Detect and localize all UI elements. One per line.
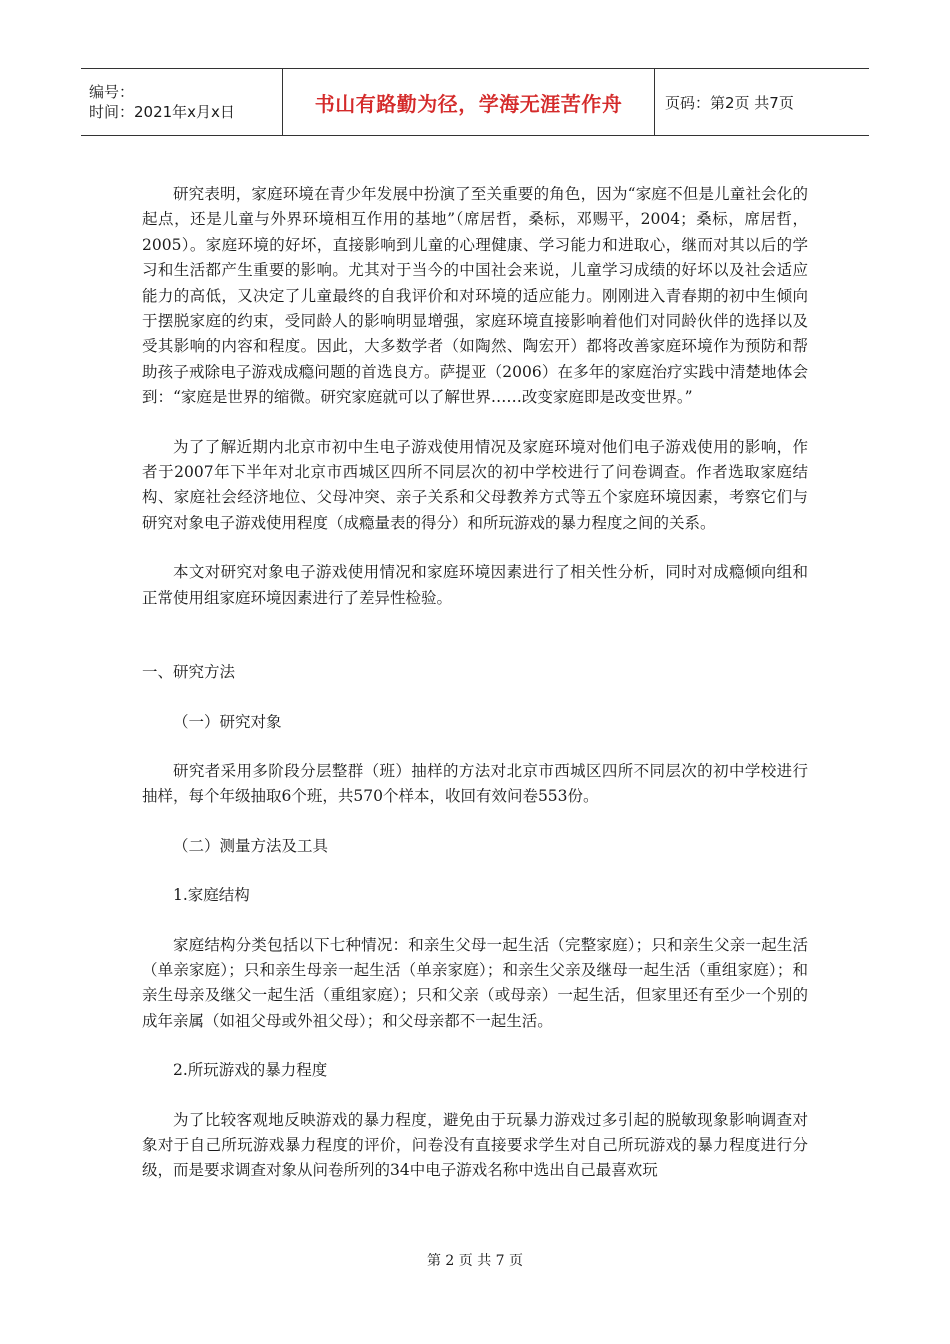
paragraph-analysis-overview: 本文对研究对象电子游戏使用情况和家庭环境因素进行了相关性分析，同时对成瘾倾向组和正常使用组家庭环境因素进行了差异性检验。 (142, 563, 808, 607)
heading-research-method: 一、研究方法 (142, 663, 236, 682)
footer-page-number: 第 2 页 共 7 页 (426, 1253, 524, 1269)
subheading-measurement-tools: （二）测量方法及工具 (173, 836, 329, 855)
document-number-label: 编号： (89, 83, 135, 101)
header-motto-cell (283, 69, 655, 135)
page-info-text: 页码：第2页 共7页 (665, 93, 794, 112)
header-page-info (655, 69, 869, 135)
subheading-family-structure: 1.家庭结构 (173, 886, 250, 905)
page-footer (0, 1250, 950, 1270)
paragraph-family-environment-importance: 研究表明，家庭环境在青少年发展中扮演了至关重要的角色，因为“家庭不但是儿童社会化的起点，还是儿童与外界环境相互作用的基地”（席居哲，桑标，邓赐平，2004；桑标，席居哲，2005）。家庭环境的好坏，直接影响到儿童的心理健康、学习能力和进取心，继而对其以后的学习和生活都产生重要的影响。尤其对于当今的中国社会来说，儿童学习成绩的好坏以及社会适应能力的高低，又决定了儿童最终的自我评价和对环境的适应能力。刚刚进入青春期的初中生倾向于摆脱家庭的约束，受同龄人的影响明显增强，家庭环境直接影响着他们对同龄伙伴的选择以及受其影响的内容和程度。因此，大多数学者（如陶然、陶宏开）都将改善家庭环境作为预防和帮助孩子戒除电子游戏成瘾问题的首选良方。萨提亚（2006）在多年的家庭治疗实践中清楚地体会到：“家庭是世界的缩微。研究家庭就可以了解世界……改变家庭即是改变世界。” (142, 185, 808, 407)
subheading-research-subjects: （一）研究对象 (173, 712, 282, 731)
document-date: 时间：2021年x月x日 (89, 103, 235, 121)
paragraph-survey-purpose: 为了了解近期内北京市初中生电子游戏使用情况及家庭环境对他们电子游戏使用的影响，作者于2007年下半年对北京市西城区四所不同层次的初中学校进行了问卷调查。作者选取家庭结构、家庭社会经济地位、父母冲突、亲子关系和父母教养方式等五个家庭环境因素，考察它们与研究对象电子游戏使用程度（成瘾量表的得分）和所玩游戏的暴力程度之间的关系。 (142, 437, 808, 532)
subheading-game-violence: 2.所玩游戏的暴力程度 (173, 1061, 328, 1080)
header-motto: 书山有路勤为径，学海无涯苦作舟 (314, 91, 623, 116)
paragraph-sampling: 研究者采用多阶段分层整群（班）抽样的方法对北京市西城区四所不同层次的初中学校进行抽样，每个年级抽取6个班，共570个样本，收回有效问卷553份。 (142, 761, 808, 806)
page-header (81, 68, 869, 136)
paragraph-game-violence-method: 为了比较客观地反映游戏的暴力程度，避免由于玩暴力游戏过多引起的脱敏现象影响调查对象对于自己所玩游戏暴力程度的评价，问卷没有直接要求学生对自己所玩游戏的暴力程度进行分级，而是要求调查对象从问卷所列的34中电子游戏名称中选出自己最喜欢玩 (142, 1110, 808, 1180)
document-body (142, 182, 808, 1184)
paragraph-family-structure-types: 家庭结构分类包括以下七种情况：和亲生父母一起生活（完整家庭）；只和亲生父亲一起生活（单亲家庭）；只和亲生母亲一起生活（单亲家庭）；和亲生父亲及继母一起生活（重组家庭）；和亲生母亲及继父一起生活（重组家庭）；只和父亲（或母亲）一起生活，但家里还有至少一个别的成年亲属（如祖父母或外祖父母）；和父母亲都不一起生活。 (142, 935, 808, 1030)
header-meta (81, 69, 283, 135)
